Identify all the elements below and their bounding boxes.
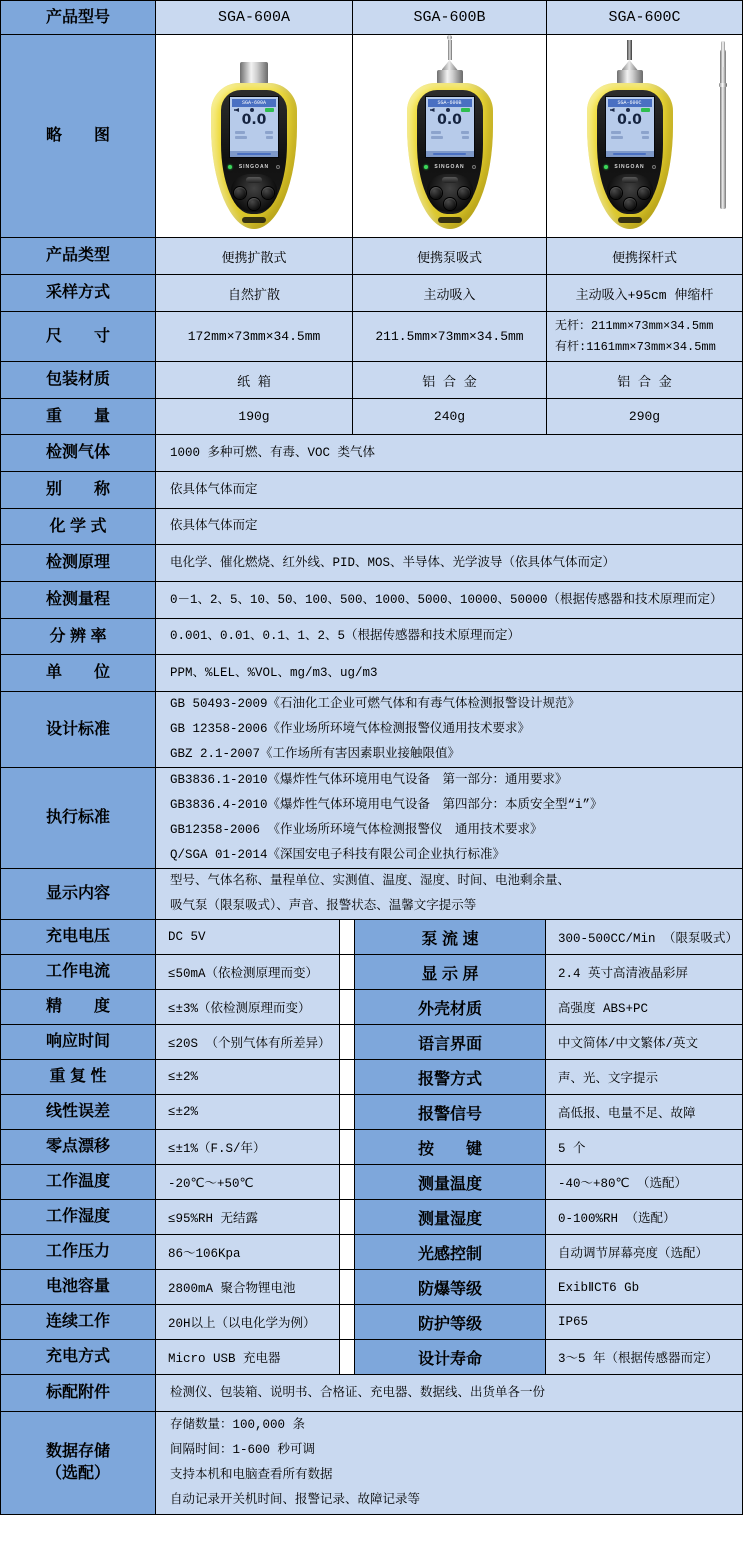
row-label: 单 位 — [1, 655, 156, 691]
sketch-row — [1, 35, 742, 238]
gas-detector-device — [407, 35, 493, 229]
screen-text-bar — [431, 131, 441, 134]
value-line: Q/SGA 01-2014《深国安电子科技有限公司企业执行标准》 — [170, 848, 506, 862]
spec-value-left: ≤50mA（依检测原理而变） — [156, 955, 340, 989]
spec-row — [1, 990, 742, 1025]
spec-value-left: ≤±1%（F.S/年） — [156, 1130, 340, 1164]
spec-full-row — [1, 768, 742, 869]
screen-info-row — [426, 131, 474, 134]
product-row — [1, 238, 742, 275]
screen-model-text: SGA-600A — [232, 99, 276, 107]
spec-value-right: IP65 — [546, 1305, 742, 1339]
column-gap — [340, 920, 355, 954]
power-icon — [472, 165, 476, 169]
enter-button — [624, 198, 636, 210]
spec-value-left: -20℃～+50℃ — [156, 1165, 340, 1199]
column-gap — [340, 1270, 355, 1304]
product-value: 211.5mm×73mm×34.5mm — [353, 312, 547, 361]
row-label: 响应时间 — [1, 1025, 156, 1059]
spec-row — [1, 920, 742, 955]
gas-detector-device — [587, 40, 673, 229]
spec-label-right: 语言界面 — [355, 1025, 546, 1059]
value-line: 依具体气体而定 — [170, 519, 258, 533]
product-value-line: 无杆：211mm×73mm×34.5mm — [555, 318, 714, 333]
screen-text-bar — [611, 131, 621, 134]
spec-label-right: 防爆等级 — [355, 1270, 546, 1304]
brand-text: SINGOAN — [238, 163, 270, 170]
spec-label-right: 外壳材质 — [355, 990, 546, 1024]
row-label-line: 标配附件 — [45, 1384, 110, 1401]
screen-text-bar — [642, 136, 649, 139]
telescopic-probe-rod — [720, 49, 726, 209]
control-pad — [231, 174, 277, 212]
spec-row — [1, 1340, 742, 1375]
row-label — [1, 1375, 156, 1411]
full-value — [156, 768, 742, 868]
probe-rod — [627, 40, 632, 60]
product-value: 便携泵吸式 — [353, 238, 547, 274]
row-label: 重 复 性 — [1, 1060, 156, 1094]
value-line: PPM、%LEL、%VOL、mg/m3、ug/m3 — [170, 665, 378, 680]
row-label: 充电电压 — [1, 920, 156, 954]
spec-row — [1, 955, 742, 990]
product-row — [1, 312, 742, 362]
screen-datetime-bar — [606, 151, 654, 157]
row-label: 采样方式 — [1, 275, 156, 311]
left-button — [610, 187, 622, 199]
full-value — [156, 869, 742, 919]
column-gap — [340, 1340, 355, 1374]
device-screen — [229, 96, 279, 158]
screen-reading: 0.0 — [437, 112, 462, 128]
enter-button — [248, 198, 260, 210]
value-line: 吸气泵（限泵吸式）、声音、报警状态、温馨文字提示等 — [170, 899, 477, 913]
right-button — [458, 187, 470, 199]
row-label: 工作温度 — [1, 1165, 156, 1199]
row-label: 包装材质 — [1, 362, 156, 398]
spec-row — [1, 1235, 742, 1270]
spec-row — [1, 1025, 742, 1060]
spec-row — [1, 1060, 742, 1095]
device-image-sga-600b — [353, 35, 547, 237]
spec-value-right: 2.4 英寸高清液晶彩屏 — [546, 955, 742, 989]
screen-text-bar — [266, 136, 273, 139]
value-line: 电化学、催化燃烧、红外线、PID、MOS、半导体、光学波导（依具体气体而定） — [170, 555, 616, 570]
spec-value-right: 声、光、文字提示 — [546, 1060, 742, 1094]
column-gap — [340, 1060, 355, 1094]
column-gap — [340, 1095, 355, 1129]
spec-row — [1, 1095, 742, 1130]
status-led — [604, 165, 608, 169]
screen-model-text: SGA-600B — [428, 99, 472, 107]
row-label: 重 量 — [1, 399, 156, 434]
spec-row — [1, 1305, 742, 1340]
product-row — [1, 275, 742, 312]
brand-text: SINGOAN — [434, 163, 465, 170]
control-pad — [427, 174, 473, 212]
spec-value-right: 自动调节屏幕亮度（选配） — [546, 1235, 742, 1269]
value-line: 间隔时间：1-600 秒可调 — [170, 1443, 316, 1457]
row-label: 检测原理 — [1, 545, 156, 581]
value-line: 0.001、0.01、0.1、1、2、5（根据传感器和技术原理而定） — [170, 629, 521, 643]
spec-value-left: Micro USB 充电器 — [156, 1340, 340, 1374]
bottom-row — [1, 1375, 742, 1412]
spec-value-right: 3～5 年（根据传感器而定） — [546, 1340, 742, 1374]
row-label: 化 学 式 — [1, 509, 156, 544]
row-label: 电池容量 — [1, 1270, 156, 1304]
table-header-row — [1, 1, 742, 35]
screen-info-row — [606, 136, 654, 139]
value-line: 检测仪、包装箱、说明书、合格证、充电器、数据线、出货单各一份 — [170, 1385, 546, 1400]
product-value — [547, 312, 742, 361]
spec-value-right: 300-500CC/Min （限泵吸式） — [546, 920, 742, 954]
spec-value-left: 86～106Kpa — [156, 1235, 340, 1269]
spec-row — [1, 1130, 742, 1165]
enter-button — [444, 198, 456, 210]
spec-label-right: 测量湿度 — [355, 1200, 546, 1234]
spec-value-left: DC 5V — [156, 920, 340, 954]
row-label: 执行标准 — [1, 768, 156, 868]
row-label: 检测量程 — [1, 582, 156, 618]
product-row — [1, 362, 742, 399]
row-label: 线性误差 — [1, 1095, 156, 1129]
screen-text-bar — [461, 131, 469, 134]
spec-label-right: 报警方式 — [355, 1060, 546, 1094]
power-icon — [276, 165, 280, 169]
model-sga-600c: SGA-600C — [547, 1, 742, 34]
screen-info-row — [426, 136, 474, 139]
product-value: 190g — [156, 399, 353, 434]
row-label: 充电方式 — [1, 1340, 156, 1374]
row-label — [1, 1412, 156, 1514]
brand-row — [597, 162, 663, 171]
full-value — [156, 619, 742, 654]
spec-full-row — [1, 655, 742, 692]
speaker-grille — [242, 217, 266, 223]
column-gap — [340, 1305, 355, 1339]
product-value: 290g — [547, 399, 742, 434]
sensor-cap — [617, 70, 643, 84]
column-gap — [340, 955, 355, 989]
spec-value-right: 高强度 ABS+PC — [546, 990, 742, 1024]
row-label: 精 度 — [1, 990, 156, 1024]
spec-label-right: 泵 流 速 — [355, 920, 546, 954]
screen-text-bar — [265, 131, 273, 134]
spec-full-row — [1, 692, 742, 768]
value-line: 支持本机和电脑查看所有数据 — [170, 1468, 333, 1482]
sketch-label: 略 图 — [1, 35, 156, 237]
speaker-grille — [438, 217, 462, 223]
device-screen — [425, 96, 475, 158]
spec-row — [1, 1165, 742, 1200]
value-line: GB3836.1-2010《爆炸性气体环境用电气设备 第一部分：通用要求》 — [170, 773, 568, 787]
spec-full-row — [1, 869, 742, 920]
spec-row — [1, 1200, 742, 1235]
device-screen — [605, 96, 655, 158]
screen-text-bar — [462, 136, 469, 139]
product-value: 主动吸入 — [353, 275, 547, 311]
spec-value-left: ≤95%RH 无结露 — [156, 1200, 340, 1234]
value-line: GB 12358-2006《作业场所环境气体检测报警仪通用技术要求》 — [170, 722, 531, 736]
full-value — [156, 692, 742, 767]
column-gap — [340, 1025, 355, 1059]
status-led — [424, 165, 428, 169]
menu-button — [442, 177, 458, 183]
value-line: GBZ 2.1-2007《工作场所有害因素职业接触限值》 — [170, 747, 461, 761]
full-value — [156, 545, 742, 581]
value-line: 自动记录开关机时间、报警记录、故障记录等 — [170, 1493, 421, 1507]
screen-text-bar — [235, 136, 247, 139]
bottom-row — [1, 1412, 742, 1515]
row-label: 显示内容 — [1, 869, 156, 919]
screen-text-bar — [235, 131, 245, 134]
row-label: 零点漂移 — [1, 1130, 156, 1164]
screen-datetime-bar — [426, 151, 474, 157]
full-value — [156, 582, 742, 618]
right-button — [638, 187, 650, 199]
device-body — [211, 83, 297, 229]
screen-reading: 0.0 — [241, 112, 267, 128]
spec-full-row — [1, 472, 742, 509]
row-label: 工作电流 — [1, 955, 156, 989]
full-value — [156, 1375, 742, 1411]
spec-value-left: 20H以上（以电化学为例） — [156, 1305, 340, 1339]
spec-full-row — [1, 545, 742, 582]
spec-value-left: 2800mA 聚合物锂电池 — [156, 1270, 340, 1304]
menu-button — [622, 177, 638, 183]
row-label: 工作压力 — [1, 1235, 156, 1269]
probe-rod — [448, 40, 452, 60]
device-image-sga-600a — [156, 35, 353, 237]
probe-cone — [442, 60, 458, 70]
screen-text-bar — [431, 136, 443, 139]
screen-info-row — [606, 131, 654, 134]
value-line: 依具体气体而定 — [170, 482, 258, 497]
value-line: 型号、气体名称、量程单位、实测值、温度、湿度、时间、电池剩余量、 — [170, 874, 571, 888]
spec-value-right: 5 个 — [546, 1130, 742, 1164]
sensor-cap — [240, 62, 268, 84]
row-label: 别 称 — [1, 472, 156, 508]
model-sga-600b: SGA-600B — [353, 1, 547, 34]
full-value — [156, 1412, 742, 1514]
screen-model-text: SGA-600C — [608, 99, 652, 107]
value-line: GB3836.4-2010《爆炸性气体环境用电气设备 第四部分：本质安全型“i”》 — [170, 798, 603, 812]
product-value: 自然扩散 — [156, 275, 353, 311]
spec-value-left: ≤±2% — [156, 1060, 340, 1094]
screen-datetime-text-bar — [613, 153, 647, 155]
spec-label-right: 防护等级 — [355, 1305, 546, 1339]
probe-cone — [622, 60, 638, 70]
column-gap — [340, 1235, 355, 1269]
row-label: 检测气体 — [1, 435, 156, 471]
menu-button — [246, 177, 262, 183]
header-label: 产品型号 — [1, 1, 156, 34]
device-image-sga-600c — [547, 35, 742, 237]
spec-value-right: 高低报、电量不足、故障 — [546, 1095, 742, 1129]
left-button — [430, 187, 442, 199]
full-value — [156, 509, 742, 544]
screen-datetime-text-bar — [237, 153, 271, 155]
product-value: 主动吸入+95cm 伸缩杆 — [547, 275, 742, 311]
product-value: 铝 合 金 — [353, 362, 547, 398]
right-button — [262, 187, 274, 199]
spec-full-row — [1, 509, 742, 545]
spec-value-right: 中文简体/中文繁体/英文 — [546, 1025, 742, 1059]
sensor-cap — [437, 70, 463, 84]
full-value — [156, 472, 742, 508]
value-line: 1000 多种可燃、有毒、VOC 类气体 — [170, 445, 376, 460]
spec-value-right: 0-100%RH （选配） — [546, 1200, 742, 1234]
spec-label-right: 按 键 — [355, 1130, 546, 1164]
screen-datetime-text-bar — [433, 153, 467, 155]
device-front-panel — [597, 90, 663, 214]
row-label-line: 数据存储 — [45, 1443, 110, 1460]
spec-value-left: ≤±3%（依检测原理而变） — [156, 990, 340, 1024]
spec-full-row — [1, 435, 742, 472]
left-button — [234, 187, 246, 199]
product-row — [1, 399, 742, 435]
row-label: 工作湿度 — [1, 1200, 156, 1234]
control-pad — [607, 174, 653, 212]
model-sga-600a: SGA-600A — [156, 1, 353, 34]
gas-detector-device — [211, 62, 297, 229]
product-value: 240g — [353, 399, 547, 434]
product-value: 铝 合 金 — [547, 362, 742, 398]
spec-row — [1, 1270, 742, 1305]
value-line: 存储数量：100,000 条 — [170, 1418, 306, 1432]
spec-value-left: ≤20S （个别气体有所差异） — [156, 1025, 340, 1059]
screen-text-bar — [611, 136, 623, 139]
spec-label-right: 设计寿命 — [355, 1340, 546, 1374]
device-front-panel — [417, 90, 483, 214]
product-value: 纸 箱 — [156, 362, 353, 398]
value-line: GB 50493-2009《石油化工企业可燃气体和有毒气体检测报警设计规范》 — [170, 697, 581, 711]
spec-value-right: -40～+80℃ （选配） — [546, 1165, 742, 1199]
power-icon — [652, 165, 656, 169]
column-gap — [340, 1200, 355, 1234]
screen-reading: 0.0 — [617, 112, 642, 128]
product-value: 便携扩散式 — [156, 238, 353, 274]
column-gap — [340, 990, 355, 1024]
device-body — [407, 83, 493, 229]
spec-label-right: 显 示 屏 — [355, 955, 546, 989]
spec-value-left: ≤±2% — [156, 1095, 340, 1129]
full-value — [156, 655, 742, 691]
spec-full-row — [1, 582, 742, 619]
full-value — [156, 435, 742, 471]
row-label: 设计标准 — [1, 692, 156, 767]
value-line: 0－1、2、5、10、50、100、500、1000、5000、10000、50000（根据传感器和技术原理而定） — [170, 592, 723, 607]
device-body — [587, 83, 673, 229]
row-label: 分 辨 率 — [1, 619, 156, 654]
spec-value-right: ExibⅡCT6 Gb — [546, 1270, 742, 1304]
device-front-panel — [221, 90, 287, 214]
screen-info-row — [230, 131, 278, 134]
product-value: 便携探杆式 — [547, 238, 742, 274]
status-led — [228, 165, 232, 169]
product-value-line: 有杆:1161mm×73mm×34.5mm — [555, 339, 716, 354]
spec-label-right: 测量温度 — [355, 1165, 546, 1199]
row-label: 连续工作 — [1, 1305, 156, 1339]
product-value: 172mm×73mm×34.5mm — [156, 312, 353, 361]
column-gap — [340, 1165, 355, 1199]
value-line: GB12358-2006 《作业场所环境气体检测报警仪 通用技术要求》 — [170, 823, 543, 837]
row-label: 产品类型 — [1, 238, 156, 274]
row-label: 尺 寸 — [1, 312, 156, 361]
spec-label-right: 报警信号 — [355, 1095, 546, 1129]
row-label-line: （选配） — [45, 1465, 110, 1482]
speaker-grille — [618, 217, 642, 223]
brand-row — [221, 162, 287, 171]
brand-row — [417, 162, 483, 171]
spec-label-right: 光感控制 — [355, 1235, 546, 1269]
screen-datetime-bar — [230, 151, 278, 157]
column-gap — [340, 1130, 355, 1164]
spec-full-row — [1, 619, 742, 655]
screen-info-row — [230, 136, 278, 139]
brand-text: SINGOAN — [614, 163, 645, 170]
screen-text-bar — [641, 131, 649, 134]
